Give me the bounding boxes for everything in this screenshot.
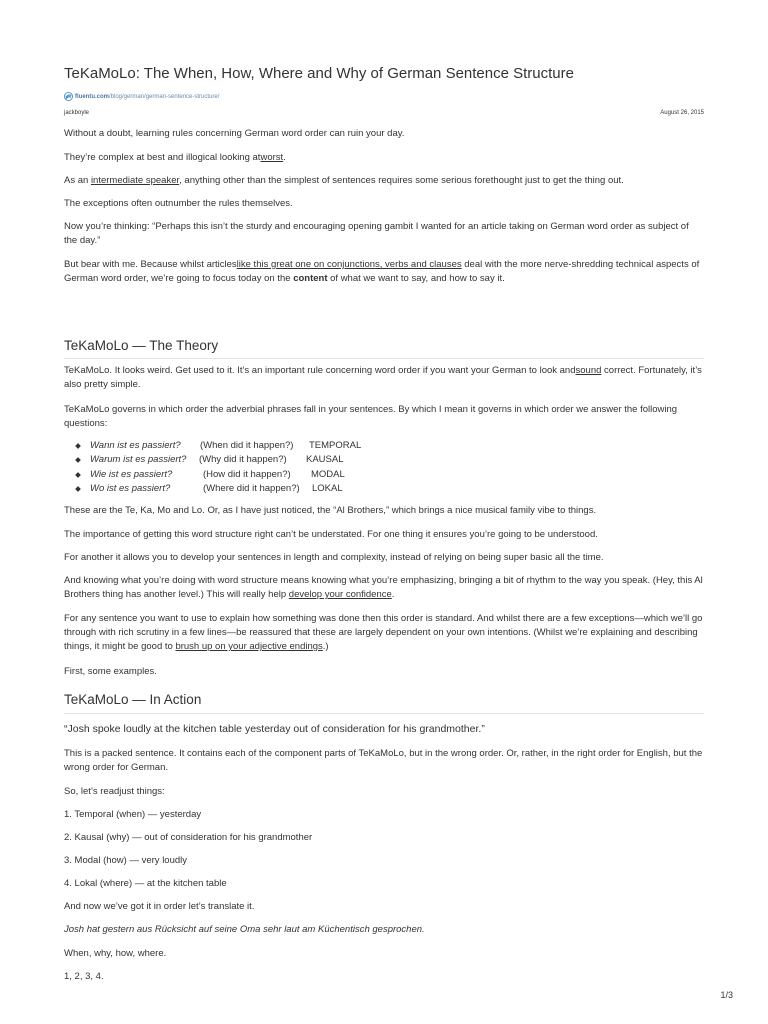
in-action-heading: TeKaMoLo — In Action <box>64 692 202 707</box>
intro-paragraph-3: As an intermediate speaker, anything other than the simplest of sentences requires some serious forethought just to get the thing out. <box>64 175 624 186</box>
theory-paragraph-3: These are the Te, Ka, Mo and Lo. Or, as I have just noticed, the “Al Brothers,” which brings a nice musical family vibe to things. <box>64 505 597 516</box>
theory-paragraph-4: The importance of getting this word structure right can’t be understated. For one thing it ensures you’re going to be understood. <box>64 529 598 540</box>
sound-link[interactable]: sound <box>575 365 602 376</box>
bullet-icon <box>75 486 81 492</box>
intro-paragraph-1: Without a doubt, learning rules concerning German word order can ruin your day. <box>64 128 405 139</box>
step-temporal: 1. Temporal (when) — yesterday <box>64 809 202 820</box>
source-domain[interactable]: fluentu.com <box>75 93 109 100</box>
theory-heading: TeKaMoLo — The Theory <box>64 338 219 353</box>
intro-paragraph-4: The exceptions often outnumber the rules themselves. <box>64 198 293 209</box>
theory-paragraph-5: For another it allows you to develop your sentences in length and complexity, instead of relying on being super basic all the time. <box>64 552 604 563</box>
theory-paragraph-2: TeKaMoLo governs in which order the adverbial phrases fall in your sentences. By which I mean it governs in which order we answer the following questions: <box>64 404 678 429</box>
questions-list <box>76 439 476 496</box>
step-modal: 3. Modal (how) — very loudly <box>64 855 188 866</box>
article-title: TeKaMoLo: The When, How, Where and Why of German Sentence Structure <box>64 65 574 82</box>
bullet-icon <box>75 472 81 478</box>
list-item: Wie ist es passiert? (How did it happen?) MODAL <box>76 468 476 482</box>
bullet-icon <box>75 457 81 463</box>
author: jackboyle <box>64 110 90 116</box>
example-quote: “Josh spoke loudly at the kitchen table yesterday out of consideration for his grandmother.” <box>64 723 485 735</box>
conjunctions-article-link[interactable]: like this great one on conjunctions, verbs and clauses <box>236 259 462 270</box>
theory-paragraph-1: TeKaMoLo. It looks weird. Get used to it. It’s an important rule concerning word order if you want your German to look andsound correct. Fortunately, it’s also pretty simple. <box>64 365 702 390</box>
intro-paragraph-2: They’re complex at best and illogical looking atworst. <box>64 152 286 163</box>
list-item: Wo ist es passiert? (Where did it happen?) LOKAL <box>76 482 476 496</box>
source-link[interactable] <box>64 92 219 101</box>
fluentu-logo-icon <box>64 92 73 101</box>
develop-confidence-link[interactable]: develop your confidence <box>288 589 392 600</box>
publish-date: August 26, 2015 <box>660 110 704 116</box>
intro-paragraph-6: But bear with me. Because whilst articleslike this great one on conjunctions, verbs and clauses deal with the more nerve-shredding technical aspects of German word order, we’re going to focus today on the content of what we want to say, and how to say it. <box>64 259 700 284</box>
action-paragraph-4: When, why, how, where. <box>64 948 167 959</box>
list-item: Wann ist es passiert? (When did it happen?) TEMPORAL <box>76 439 476 453</box>
step-lokal: 4. Lokal (where) — at the kitchen table <box>64 878 227 889</box>
worst-link[interactable]: worst <box>260 152 284 163</box>
page-number: 1/3 <box>720 990 733 1000</box>
action-paragraph-1: This is a packed sentence. It contains each of the component parts of TeKaMoLo, but in the wrong order. Or, rather, in the right order for English, but the wrong order for German. <box>64 748 703 773</box>
source-path[interactable]: /blog/german/german-sentence-structure/ <box>109 93 220 100</box>
theory-paragraph-6: And knowing what you’re doing with word structure means knowing what you’re emphasizing, bringing a bit of rhythm to the way you speak. (Hey, this Al Brothers thing has another level.) This will really help develop your confidence. <box>64 575 703 600</box>
action-paragraph-3: And now we’ve got it in order let’s translate it. <box>64 901 255 912</box>
intro-paragraph-5: Now you’re thinking: “Perhaps this isn’t the sturdy and encouraging opening gambit I wanted for an article taking on German word order as subject of the day.” <box>64 221 689 246</box>
action-paragraph-2: So, let’s readjust things: <box>64 786 165 797</box>
theory-paragraph-8: First, some examples. <box>64 666 157 677</box>
intermediate-speaker-link[interactable]: intermediate speaker <box>90 175 180 186</box>
in-action-divider <box>64 713 704 714</box>
theory-paragraph-7: For any sentence you want to use to explain how something was done then this order is standard. And whilst there are a few exceptions—which we’ll go through with rich scrutiny in a few lines—be reassured that these are largely dependent on your own intentions. (Whilst we’re explaining and describing things, it might be good to brush up on your adjective endings.) <box>64 613 703 652</box>
theory-divider <box>64 358 704 359</box>
document-page <box>64 0 704 1024</box>
list-item: Warum ist es passiert? (Why did it happen?) KAUSAL <box>76 453 476 467</box>
action-paragraph-5: 1, 2, 3, 4. <box>64 971 104 982</box>
bullet-icon <box>75 443 81 449</box>
german-translation: Josh hat gestern aus Rücksicht auf seine Oma sehr laut am Küchentisch gesprochen. <box>64 924 425 935</box>
adjective-endings-link[interactable]: brush up on your adjective endings <box>175 641 323 652</box>
step-kausal: 2. Kausal (why) — out of consideration for his grandmother <box>64 832 313 843</box>
